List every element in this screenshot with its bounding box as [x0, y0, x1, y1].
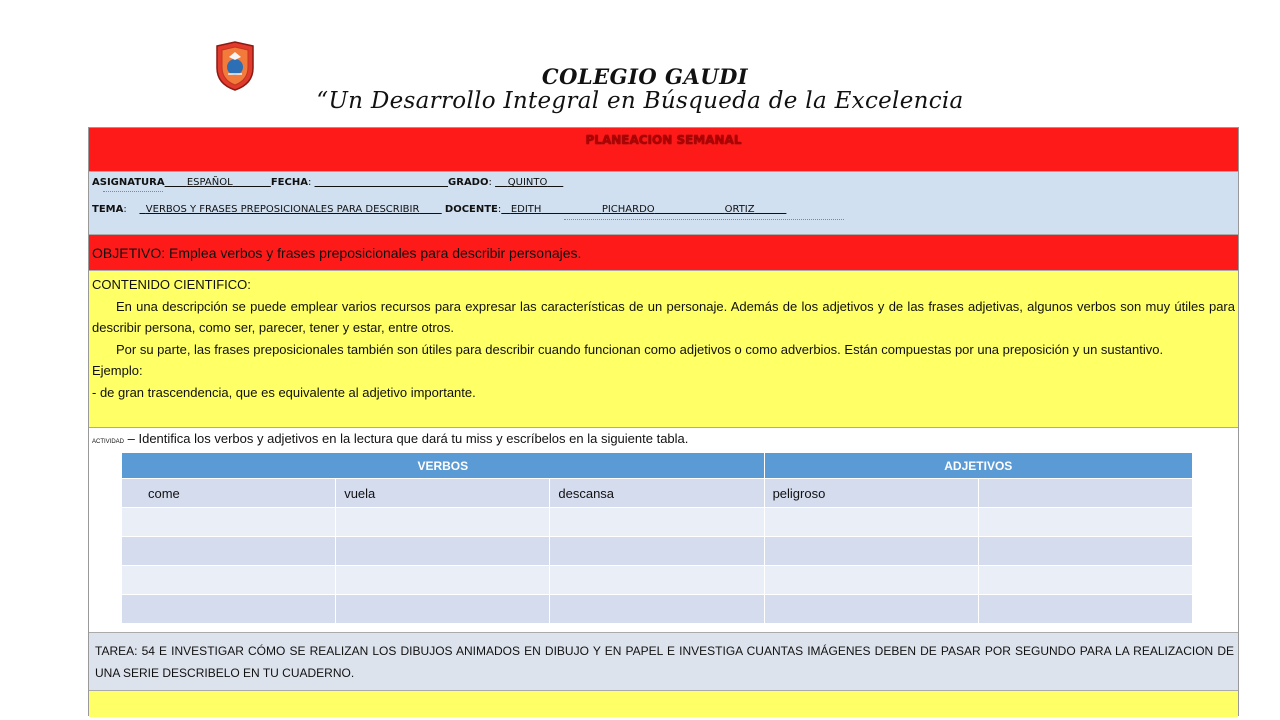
activity-text: Identifica los verbos y adjetivos en la lectura que dará tu miss y escríbelos en la siguiente tabla. — [138, 431, 689, 446]
asignatura-value: ESPAÑOL — [186, 177, 233, 188]
table-row — [122, 537, 1193, 566]
content-text — [92, 274, 1235, 403]
table-row — [122, 508, 1193, 537]
table-cell[interactable] — [122, 595, 336, 624]
plan-title: PLANEACION SEMANAL — [585, 133, 742, 147]
grado-value: QUINTO — [507, 177, 548, 188]
school-motto: “Un Desarrollo Integral en Búsqueda de la Excelencia — [316, 88, 964, 114]
task-text: TAREA: 54 E INVESTIGAR CÓMO SE REALIZAN LOS DIBUJOS ANIMADOS EN DIBUJO Y EN PAPEL E INVESTIGA CUANTAS IMÁGENES DEBEN DE PASAR POR SEGUNDO PARA LA REALIZACION DE UNA SERIE DESCRIBELO EN TU CUADERNO. — [95, 644, 1234, 680]
tema-value: VERBOS Y FRASES PREPOSICIONALES PARA DESCRIBIR — [145, 204, 420, 215]
info-line-1: ASIGNATURA ESPAÑOL FECHA: GRADO: QUINTO — [92, 177, 548, 188]
example-label: Ejemplo: — [92, 363, 143, 378]
table-cell[interactable] — [978, 566, 1192, 595]
table-cell[interactable] — [336, 537, 550, 566]
table-cell[interactable] — [550, 508, 764, 537]
school-name: COLEGIO GAUDI — [541, 64, 749, 89]
info-line-2: TEMA: VERBOS Y FRASES PREPOSICIONALES PARA DESCRIBIR DOCENTE: EDITH PICHARDO ORTIZ — [92, 204, 755, 215]
table-cell[interactable] — [122, 537, 336, 566]
content-heading: CONTENIDO CIENTIFICO: — [92, 277, 251, 292]
tema-label: TEMA — [92, 204, 124, 215]
table-cell[interactable] — [336, 566, 550, 595]
table-cell[interactable] — [336, 508, 550, 537]
task-band — [89, 633, 1238, 691]
fine-print-line-1 — [103, 191, 163, 194]
weekly-plan-sheet — [88, 127, 1239, 716]
plan-info-band — [89, 172, 1238, 235]
table-row — [122, 595, 1193, 624]
table-cell[interactable] — [764, 537, 978, 566]
table-cell[interactable] — [978, 508, 1192, 537]
docente-label: DOCENTE — [444, 204, 498, 215]
plan-title-band — [89, 128, 1238, 172]
example-text: - de gran trascendencia, que es equivalente al adjetivo importante. — [92, 384, 476, 400]
fecha-label: FECHA — [270, 177, 308, 188]
table-cell[interactable] — [550, 595, 764, 624]
table-cell[interactable] — [336, 595, 550, 624]
table-cell[interactable]: vuela — [336, 479, 550, 508]
table-cell[interactable] — [550, 537, 764, 566]
table-cell[interactable]: descansa — [550, 479, 764, 508]
header-adjetivos: ADJETIVOS — [764, 453, 1192, 479]
table-cell[interactable] — [550, 566, 764, 595]
table-row — [122, 479, 1193, 508]
table-cell[interactable]: come — [122, 479, 336, 508]
asignatura-label: ASIGNATURA — [92, 177, 165, 188]
verbs-adjectives-table — [121, 452, 1193, 624]
objective-band — [89, 235, 1238, 271]
content-paragraph-2: Por su parte, las frases preposicionales también son útiles para describir cuando funcionan como adjetivos o como adverbios. Están compuestas por una preposición y un sustantivo. — [116, 341, 1164, 357]
table-cell[interactable] — [122, 508, 336, 537]
table-cell[interactable]: peligroso — [764, 479, 978, 508]
fine-print-line-2 — [564, 219, 844, 222]
table-cell[interactable] — [978, 479, 1192, 508]
table-cell[interactable] — [978, 537, 1192, 566]
docente-materno: ORTIZ — [724, 204, 755, 215]
content-paragraph-1: En una descripción se puede emplear varios recursos para expresar las características de un personaje. Además de los adjetivos y de las frases adjetivas, algunos verbos son muy útiles para describir persona, como ser, parecer, tener y estar, entre otros. — [92, 298, 1235, 335]
table-row — [122, 566, 1193, 595]
activity-dash: – — [124, 431, 139, 446]
table-cell[interactable] — [122, 566, 336, 595]
content-band — [89, 271, 1238, 428]
objective-text: OBJETIVO: Emplea verbos y frases preposicionales para describir personajes. — [92, 245, 582, 261]
table-cell[interactable] — [978, 595, 1192, 624]
table-header-row — [122, 453, 1193, 479]
activity-instruction — [92, 431, 688, 446]
table-cell[interactable] — [764, 508, 978, 537]
activity-label: ACTIVIDAD — [92, 439, 125, 445]
docente-paterno: PICHARDO — [601, 204, 655, 215]
table-cell[interactable] — [764, 595, 978, 624]
docente-nombre: EDITH — [510, 204, 542, 215]
grado-label: GRADO — [448, 177, 489, 188]
table-cell[interactable] — [764, 566, 978, 595]
footer-band — [89, 691, 1238, 717]
header-verbos: VERBOS — [122, 453, 765, 479]
